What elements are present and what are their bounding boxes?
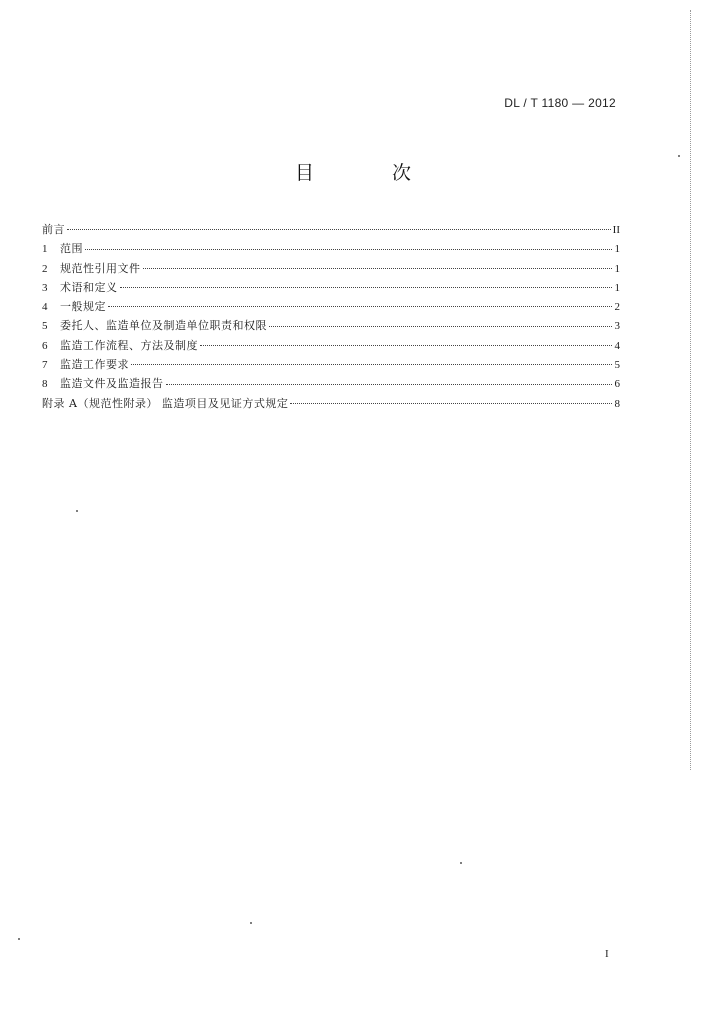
toc-entry-page: 6 xyxy=(614,378,620,391)
toc-entry-1[interactable] xyxy=(42,239,620,258)
toc-entry-page: 5 xyxy=(614,359,620,372)
toc-entry-number: 2 xyxy=(42,262,48,275)
dot-leader xyxy=(166,383,613,385)
toc-entry-page: 1 xyxy=(614,243,620,256)
toc-entry-title: 规范性引用文件 xyxy=(60,261,141,275)
toc-entry-7[interactable] xyxy=(42,355,620,374)
toc-entry-4[interactable] xyxy=(42,297,620,316)
toc-entry-page: 1 xyxy=(614,281,620,294)
dot-leader xyxy=(143,267,613,269)
toc-entry-number: 1 xyxy=(42,243,48,256)
toc-entry-number: 6 xyxy=(42,339,48,352)
toc-entry-3[interactable] xyxy=(42,278,620,297)
toc-entry-5[interactable] xyxy=(42,316,620,335)
toc-entry-appendix-a[interactable] xyxy=(42,394,620,413)
toc-entry-title: 术语和定义 xyxy=(60,280,118,294)
dot-leader xyxy=(108,305,612,307)
page-title: 目 次 xyxy=(294,162,448,184)
toc-entry-number: 3 xyxy=(42,281,48,294)
toc-entry-page: 1 xyxy=(614,262,620,275)
toc-entry-title: 监造文件及监造报告 xyxy=(60,377,164,391)
dot-leader xyxy=(67,228,611,230)
dot-leader xyxy=(290,402,612,404)
standard-code: DL / T 1180 — 2012 xyxy=(504,96,616,110)
toc-entry-number: 8 xyxy=(42,378,48,391)
toc-entry-title: 监造工作要求 xyxy=(60,358,129,372)
dot-leader xyxy=(200,344,612,346)
toc-entry-page: II xyxy=(612,224,620,236)
table-of-contents xyxy=(42,220,620,413)
scan-speck xyxy=(250,922,252,924)
toc-entry-2[interactable] xyxy=(42,259,620,278)
scan-speck xyxy=(76,510,78,512)
scan-edge-line xyxy=(690,10,691,770)
dot-leader xyxy=(120,286,613,288)
dot-leader xyxy=(131,363,612,365)
toc-entry-page: 8 xyxy=(614,397,620,410)
toc-entry-page: 2 xyxy=(614,301,620,314)
toc-entry-title: 委托人、监造单位及制造单位职责和权限 xyxy=(60,319,267,333)
scan-speck xyxy=(460,862,462,864)
toc-entry-page: 4 xyxy=(614,339,620,352)
page-number: I xyxy=(605,948,609,960)
scan-speck xyxy=(18,938,20,940)
toc-entry-number: 7 xyxy=(42,359,48,372)
toc-entry-title: 监造工作流程、方法及制度 xyxy=(60,338,198,352)
toc-entry-6[interactable] xyxy=(42,336,620,355)
toc-entry-number: 5 xyxy=(42,320,48,333)
toc-entry-title: 前言 xyxy=(42,223,65,236)
toc-entry-title: 一般规定 xyxy=(60,300,106,314)
toc-entry-number: 4 xyxy=(42,301,48,314)
toc-entry-title: 范围 xyxy=(60,242,83,256)
toc-entry-title: 附录 A（规范性附录） 监造项目及见证方式规定 xyxy=(42,396,289,410)
toc-entry-page: 3 xyxy=(614,320,620,333)
toc-entry-foreword[interactable] xyxy=(42,220,620,239)
toc-entry-8[interactable] xyxy=(42,374,620,393)
dot-leader xyxy=(269,325,612,327)
scan-speck xyxy=(678,155,680,157)
dot-leader xyxy=(85,248,612,250)
